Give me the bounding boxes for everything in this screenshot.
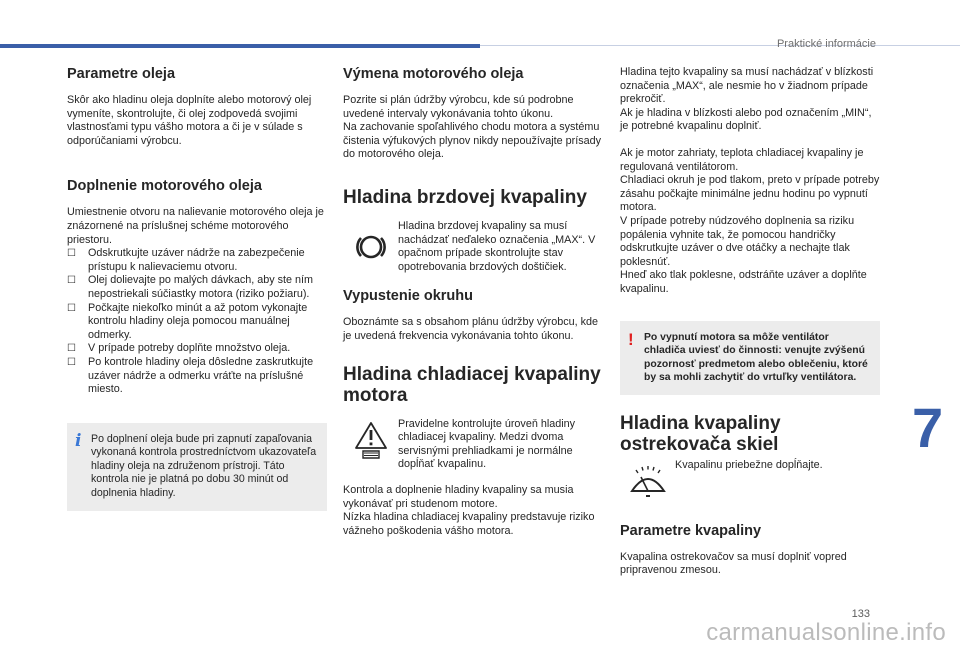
header-line (480, 45, 960, 46)
text-fluid-parameters: Kvapalina ostrekovačov sa musí doplniť vopred pripravenou zmesou. (620, 550, 847, 577)
text-hot-4: Hneď ako tlak poklesne, odstráňte uzáver a doplňte kvapalinu. (620, 269, 867, 295)
text-washer: Kvapalinu priebežne dopĺňajte. (675, 458, 823, 471)
text-coolant-check: Pravidelne kontrolujte úroveň hladiny chladiacej kvapaliny. Medzi dvoma servisnými prehliadkami je normálne dopĺňať kvapalinu. (398, 417, 576, 471)
heading-brake-fluid: Hladina brzdovej kvapaliny (343, 186, 587, 208)
heading-oil-topup: Doplnenie motorového oleja (67, 178, 262, 195)
coolant-row (343, 418, 603, 472)
list-item: ☐ Olej dolievajte po malých dávkach, aby ste ním nepostriekali súčiastky motora (riziko požiaru). (67, 274, 327, 301)
text-hot-1: Ak je motor zahriaty, teplota chladiacej kvapaliny je regulovaná ventilátorom. (620, 146, 864, 173)
column-left (67, 66, 327, 511)
heading-oil-parameters: Parametre oleja (67, 66, 176, 82)
text-brake-fluid: Hladina brzdovej kvapaliny sa musí nachádzať neďaleko označenia „MAX“. V opačnom prípade skontrolujte stav opotrebovania brzdových doštičiek. (398, 219, 596, 273)
page-number: 133 (851, 608, 870, 620)
column-middle (343, 66, 603, 538)
text-hot-3: V prípade potreby núdzového doplnenia sa riziku popálenia vyhnite tak, že pomocou handričky odskrutkujte uzáver o dve otáčky a nechajte tlak poklesnúť. (620, 214, 855, 268)
list-item: ☐ Odskrutkujte uzáver nádrže na zabezpečenie prístupu k nalievaciemu otvoru. (67, 247, 327, 274)
topup-steps-list (67, 247, 327, 397)
heading-washer-fluid: Hladina kvapaliny ostrekovača skiel (620, 412, 781, 455)
chapter-number: 7 (912, 396, 944, 459)
text-drain: Oboznámte sa s obsahom plánu údržby výrobcu, kde je uvedená frekvencia vykonávania tohto úkonu. (343, 316, 599, 342)
brake-fluid-row (343, 220, 603, 274)
header-bar (0, 44, 480, 48)
heading-coolant: Hladina chladiacej kvapaliny motora (343, 363, 601, 406)
brake-fluid-icon (354, 230, 388, 264)
heading-oil-change: Výmena motorového oleja (343, 66, 524, 82)
info-text: Po doplnení oleja bude pri zapnutí zapaľovania vykonaná kontrola prostredníctvom ukazovateľa hladiny oleja na združenom prístroji. Táto kontrola nie je platná po dobu 30 minút od doplnenia hladiny. (91, 432, 317, 500)
text-coolant-1: Kontrola a doplnenie hladiny kvapaliny sa musia vykonávať pri studenom motore. (343, 483, 574, 510)
text-oil-parameters: Skôr ako hladinu oleja doplníte alebo motorový olej vymeníte, skontrolujte, či olej zodpovedá svojimi vlastnosťami typu vášho motora a či je v súlade s odporúčaniami výrobcu. (67, 94, 312, 147)
section-title: Praktické informácie (776, 38, 876, 50)
washer-row (620, 459, 880, 499)
text-level-2: Ak je hladina v blízkosti alebo pod označením „MIN“, je potrebné kvapalinu doplniť. (620, 106, 872, 133)
text-coolant-2: Nízka hladina chladiacej kvapaliny predstavuje riziko vážneho poškodenia vášho motora. (343, 511, 595, 537)
text-level-1: Hladina tejto kvapaliny sa musí nachádzať v blízkosti označenia „MAX“, ale nesmie ho v žiadnom prípade prekročiť. (620, 66, 874, 106)
text-oil-change-2: Na zachovanie spoľahlivého chodu motora a systému čistenia výfukových plynov nikdy nepoužívajte prísady do motorového oleja. (343, 121, 602, 161)
watermark: carmanualsonline.info (706, 619, 946, 646)
text-oil-topup: Umiestnenie otvoru na nalievanie motorového oleja je znázornené na príslušnej schéme motorového priestoru. (67, 206, 324, 246)
heading-fluid-parameters: Parametre kvapaliny (620, 522, 762, 539)
list-item: ☐ Počkajte niekoľko minút a až potom vykonajte kontrolu hladiny oleja pomocou manuálnej odmerky. (67, 302, 327, 343)
warning-icon: ! (628, 329, 634, 349)
warning-text: Po vypnutí motora sa môže ventilátor chladiča uviesť do činnosti: venujte zvýšenú pozornosť predmetom alebo oblečeniu, ktoré by sa mohli zachytiť do vrtuľky ventilátora. (644, 331, 868, 384)
washer-fluid-icon (628, 463, 668, 499)
list-item: ☐ Po kontrole hladiny oleja dôsledne zaskrutkujte uzáver nádrže a odmerku vráťte na príslušné miesto. (67, 356, 327, 397)
column-right (620, 66, 880, 578)
list-item: ☐ V prípade potreby doplňte množstvo oleja. (67, 342, 327, 356)
coolant-warning-icon (353, 420, 389, 460)
text-oil-change-1: Pozrite si plán údržby výrobcu, kde sú podrobne uvedené intervaly vykonávania tohto úkonu. (343, 94, 574, 120)
info-icon: i (75, 430, 82, 451)
heading-drain: Vypustenie okruhu (343, 288, 473, 305)
info-box (67, 423, 327, 511)
text-hot-2: Chladiaci okruh je pod tlakom, preto v prípade potreby zásahu počkajte minimálne jednu hodinu po vypnutí motora. (620, 174, 880, 214)
warning-box (620, 321, 880, 395)
